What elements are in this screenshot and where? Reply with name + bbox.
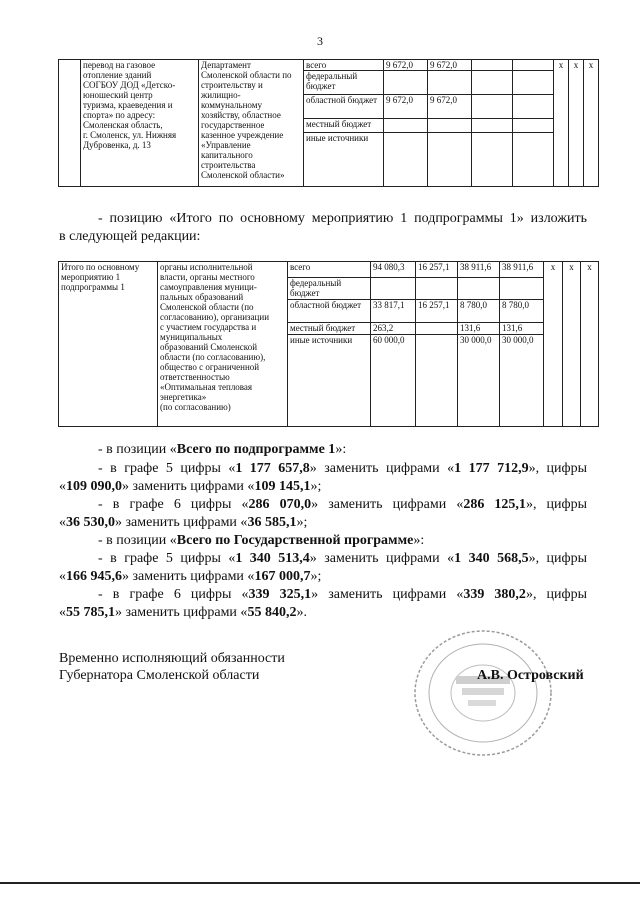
source-cell: всего [288,262,371,278]
source-cell: иные источники [288,335,371,427]
value-cell: 9 672,0 [384,95,428,119]
indicator-cell: х [581,262,599,427]
change-line: «166 945,6» заменить цифрами «167 000,7»; [59,569,322,584]
measure-name-cell: перевод на газовое отопление зданий СОГБОУ ДОД «Детско- юношеский центр туризма, краеведения и спорта» по адресу: Смоленская область, г. Смоленск, ул. Нижняя Дубровенка, д. 13 [81,60,199,187]
value-cell [458,278,500,300]
value-cell: 131,6 [458,323,500,335]
indicator-cell: х [569,60,584,187]
indicator-cell: х [544,262,563,427]
value-cell [513,60,554,71]
change-line: - в графе 6 цифры «339 325,1» заменить цифрами «339 380,2», цифры [98,587,588,602]
change-line: - в графе 5 цифры «1 340 513,4» заменить цифрами «1 340 568,5», цифры [98,551,588,566]
value-cell [513,119,554,133]
change-line: - в графе 5 цифры «1 177 657,8» заменить цифрами «1 177 712,9», цифры [98,461,588,476]
instruction-line-1: - позицию «Итого по основному мероприятию 1 подпрограммы 1» изложить [98,211,587,226]
change-heading-state-program: - в позиции «Всего по Государственной программе»: [98,533,425,548]
value-cell: 16 257,1 [416,300,458,323]
indicator-cell: х [554,60,569,187]
value-cell: 131,6 [500,323,544,335]
change-line: «55 785,1» заменить цифрами «55 840,2». [59,605,307,620]
value-cell [513,95,554,119]
executor-cell: Департамент Смоленской области по строительству и жилищно- коммунальному хозяйству, областное государственное казенное учреждение «Управление капитального строительства Смоленской области» [199,60,304,187]
value-cell: 9 672,0 [428,95,472,119]
source-cell: федеральный бюджет [288,278,371,300]
value-cell: 94 080,3 [371,262,416,278]
value-cell: 8 780,0 [500,300,544,323]
value-cell [384,133,428,187]
value-cell: 30 000,0 [458,335,500,427]
source-cell: иные источники [304,133,384,187]
value-cell: 30 000,0 [500,335,544,427]
change-line: «109 090,0» заменить цифрами «109 145,1»; [59,479,322,494]
value-cell: 263,2 [371,323,416,335]
value-cell [513,133,554,187]
executor-cell: органы исполнительной власти, органы местного самоуправления муници- пальных образований Смоленской области (по согласованию), организации с участием государства и муниципальных образований Смоленской области (по согласованию), общество с ограниченной ответственностью «Оптимальная тепловая энергетика» (по согласованию) [158,262,288,427]
signatory-name: А.В. Островский [477,668,584,683]
value-cell [500,278,544,300]
value-cell [428,133,472,187]
value-cell: 33 817,1 [371,300,416,323]
source-cell: федеральный бюджет [304,71,384,95]
value-cell [472,71,513,95]
total-name-cell: Итого по основному мероприятию 1 подпрограммы 1 [59,262,158,427]
change-heading-subprogram: - в позиции «Всего по подпрограмме 1»: [98,442,347,457]
source-cell: местный бюджет [288,323,371,335]
source-cell: областной бюджет [288,300,371,323]
value-cell [416,335,458,427]
value-cell [472,119,513,133]
page-number: 3 [317,34,323,48]
value-cell [416,278,458,300]
value-cell: 60 000,0 [371,335,416,427]
value-cell: 38 911,6 [500,262,544,278]
value-cell [384,119,428,133]
value-cell: 16 257,1 [416,262,458,278]
value-cell [371,278,416,300]
instruction-line-2: в следующей редакции: [59,229,201,244]
value-cell [384,71,428,95]
signatory-position: Временно исполняющий обязанности Губернатора Смоленской области [59,651,285,683]
change-line: - в графе 6 цифры «286 070,0» заменить цифрами «286 125,1», цифры [98,497,588,512]
indicator-cell: х [584,60,599,187]
value-cell: 9 672,0 [384,60,428,71]
value-cell [513,71,554,95]
source-cell: местный бюджет [304,119,384,133]
row-number-cell [59,60,81,187]
value-cell [472,95,513,119]
value-cell: 8 780,0 [458,300,500,323]
change-line: «36 530,0» заменить цифрами «36 585,1»; [59,515,308,530]
source-cell: областной бюджет [304,95,384,119]
value-cell [428,71,472,95]
source-cell: всего [304,60,384,71]
value-cell: 9 672,0 [428,60,472,71]
indicator-cell: х [563,262,581,427]
value-cell [472,60,513,71]
funding-table-2 [58,261,599,427]
value-cell [472,133,513,187]
value-cell: 38 911,6 [458,262,500,278]
footer-rule [0,882,640,884]
official-stamp [398,618,578,768]
funding-table-1 [58,59,599,187]
value-cell [416,323,458,335]
value-cell [428,119,472,133]
